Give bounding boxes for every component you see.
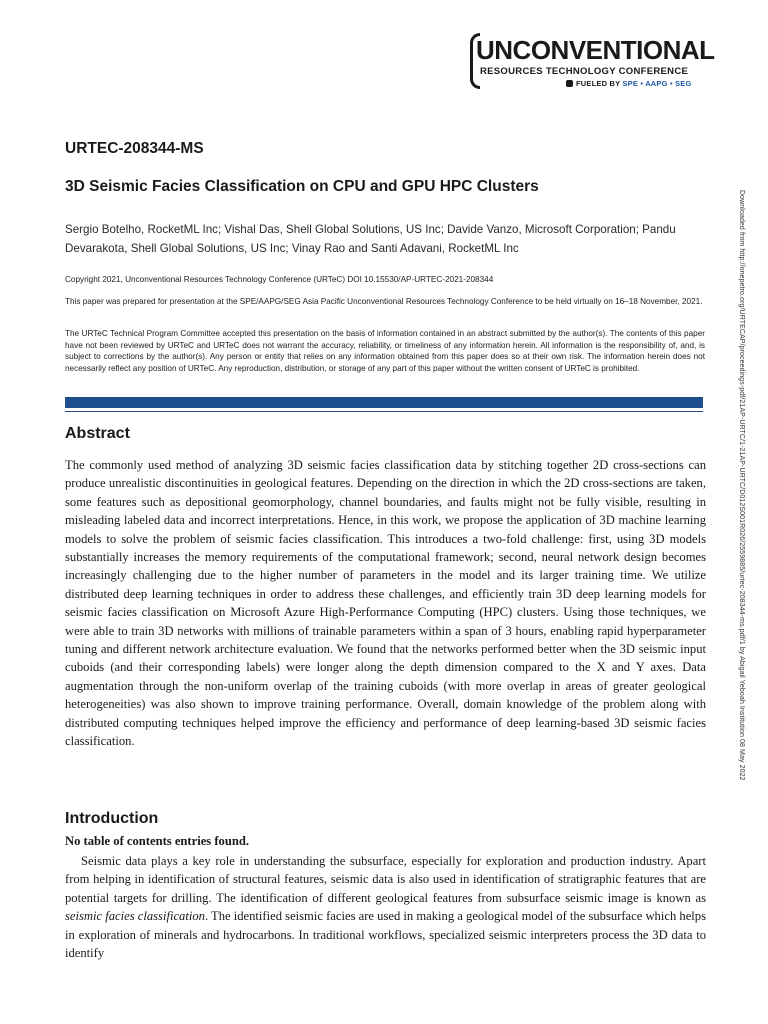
urtec-logo — [470, 33, 715, 93]
toc-note: No table of contents entries found. — [65, 834, 249, 848]
introduction-heading: Introduction — [65, 810, 159, 827]
header-divider-line — [65, 411, 703, 412]
committee-disclaimer: The URTeC Technical Program Committee accepted this presentation on the basis of information contained in an abstract submitted by the author(s). The contents of this paper have not been reviewed by URTeC and URTeC does not warrant the accuracy, reliability, or timeliness of any information herein. All information is the responsibility of, and, is subject to corrections by the author(s). Any person or entity that relies on any information obtained from this paper does so at their own risk. The information herein does not necessarily reflect any position of URTeC. Any reproduction, distribution, or storage of any part of this paper without the written consent of URTeC is prohibited. — [65, 329, 705, 373]
intro-italic-term: seismic facies classification — [65, 909, 205, 924]
logo-wordmark: UNCONVENTIONAL — [476, 35, 715, 65]
fueled-orgs: SPE • AAPG • SEG — [622, 79, 692, 88]
abstract-body: The commonly used method of analyzing 3D seismic facies classification data by stitching together 2D cross-sections can produce unrealistic discontinuities in geological features. Depending on the direction in which the 2D cross-sections are taken, some features such as depositional geomorphology, channel boundaries, and faults might not be fully visible, resulting in misleading labeled data and incorrect interpretations. Hence, in this work, we propose the application of 3D machine learning models to solve the problem of seismic facies classification. This introduces a two-fold challenge: first, using 3D models substantially increases the memory requirements of the computational framework; second, neural network design becomes increasingly challenging due to the higher number of parameters in the model and its larger training time. We utilize distributed deep learning techniques in order to address these challenges, and efficiently train 3D deep learning models for seismic facies classification on Microsoft Azure High-Performance Computing (HPC) clusters. Using those techniques, we were able to train 3D networks with millions of trainable parameters within a span of 3 hours, enabling rapid hyperparameter tuning and different network architecture evaluation. We found that the networks performed better when the 3D seismic input cuboids (and their corresponding labels) were longer along the depth dimension compared to the X and Y axes. Data augmentation through the non-uniform overlap of the training cuboids (with more overlap in areas of greater geological heterogeneities) was also shown to improve training performance. Overall, domain knowledge of the problem along with distributed computing techniques helped improve the efficiency and performance of deep learning-based 3D seismic facies classification. — [65, 458, 706, 749]
paper-title: 3D Seismic Facies Classification on CPU and GPU HPC Clusters — [65, 178, 539, 195]
abstract-heading: Abstract — [65, 425, 130, 442]
logo-subtitle: RESOURCES TECHNOLOGY CONFERENCE — [480, 66, 689, 77]
copyright-notice: Copyright 2021, Unconventional Resources Technology Conference (URTeC) DOI 10.15530/AP-URTEC-2021-208344 — [65, 275, 494, 284]
logo-fueled-by — [566, 79, 692, 88]
fuel-badge-icon — [566, 80, 573, 87]
download-watermark: Downloaded from http://onepetro.org/URTECAP/proceedings-pdf/21AP-URTC/1-21AP-URTC/D012S001R026/2559885/urtec-208344-ms.pdf/1 by Abigail Yeboah Institution 08 May 2022 — [738, 190, 745, 781]
header-divider-bar — [65, 397, 703, 408]
presentation-notice: This paper was prepared for presentation at the SPE/AAPG/SEG Asia Pacific Unconventional Resources Technology Conference to be held virtually on 16–18 November, 2021. — [65, 297, 703, 306]
intro-text-part-1: Seismic data plays a key role in understanding the subsurface, especially for exploration and production industry. Apart from helping in identification of structural features, seismic data is also used in identification of stratigraphic features that are potential targets for drilling. The identification of different geological features from subsurface seismic image is known as — [65, 854, 706, 905]
introduction-body — [65, 852, 706, 962]
fueled-prefix: FUELED BY — [576, 79, 621, 88]
intro-text-part-2: . The identified seismic facies are used in making a geological model of the subsurface which helps in exploration of minerals and hydrocarbons. In traditional workflows, specialized seismic interpreters process the 3D data to identify — [65, 909, 706, 961]
paper-id: URTEC-208344-MS — [65, 140, 204, 157]
paper-authors: Sergio Botelho, RocketML Inc; Vishal Das, Shell Global Solutions, US Inc; Davide Vanzo, Microsoft Corporation; Pandu Devarakota, Shell Global Solutions, US Inc; Vinay Rao and Santi Adavani, RocketML Inc — [65, 223, 676, 255]
